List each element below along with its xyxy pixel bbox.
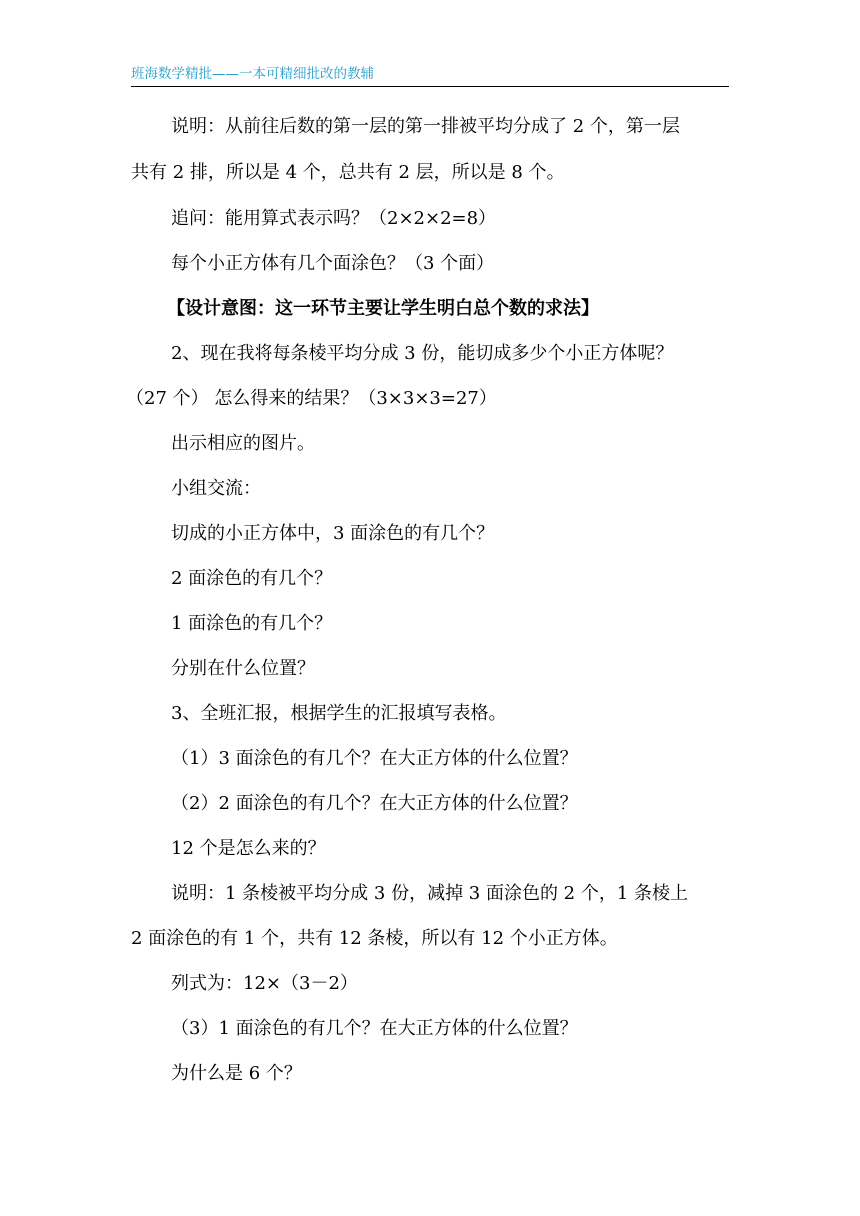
paragraph-line: 为什么是 6 个？ (171, 1063, 302, 1084)
paragraph-line: 2、现在我将每条棱平均分成 3 份，能切成多少个小正方体呢？ (171, 343, 674, 364)
paragraph-line: 切成的小正方体中，3 面涂色的有几个？ (171, 523, 495, 544)
paragraph-line: （2）2 面涂色的有几个？在大正方体的什么位置？ (171, 793, 578, 814)
paragraph-line: 1 面涂色的有几个？ (171, 613, 333, 634)
paragraph-line: 2 面涂色的有几个？ (171, 568, 333, 589)
paragraph-line: （3）1 面涂色的有几个？在大正方体的什么位置？ (171, 1018, 578, 1039)
paragraph-line: 出示相应的图片。 (171, 433, 315, 454)
paragraph-line: 共有 2 排，所以是 4 个，总共有 2 层，所以是 8 个。 (131, 162, 565, 183)
paragraph-line: （27 个） 怎么得来的结果？（3×3×3=27） (126, 388, 497, 409)
page-header (131, 60, 729, 87)
paragraph-line: 分别在什么位置？ (171, 658, 315, 679)
design-intent-note: 【设计意图：这一环节主要让学生明白总个数的求法】 (167, 298, 599, 319)
paragraph-line: （1）3 面涂色的有几个？在大正方体的什么位置？ (171, 748, 578, 769)
paragraph-line: 2 面涂色的有 1 个，共有 12 条棱，所以有 12 个小正方体。 (131, 928, 618, 949)
paragraph-line: 说明：从前往后数的第一层的第一排被平均分成了 2 个，第一层 (171, 116, 680, 137)
paragraph-line: 追问：能用算式表示吗？（2×2×2=8） (171, 208, 497, 229)
paragraph-line: 3、全班汇报，根据学生的汇报填写表格。 (171, 703, 507, 724)
header-title: 班海数学精批——一本可精细批改的教辅 (131, 66, 374, 82)
paragraph-line: 每个小正方体有几个面涂色？（3 个面） (171, 253, 495, 274)
paragraph-line: 列式为：12×（3－2） (171, 973, 358, 994)
paragraph-line: 说明：1 条棱被平均分成 3 份，减掉 3 面涂色的 2 个，1 条棱上 (171, 883, 689, 904)
paragraph-line: 小组交流： (171, 478, 261, 499)
paragraph-line: 12 个是怎么来的？ (171, 838, 326, 859)
